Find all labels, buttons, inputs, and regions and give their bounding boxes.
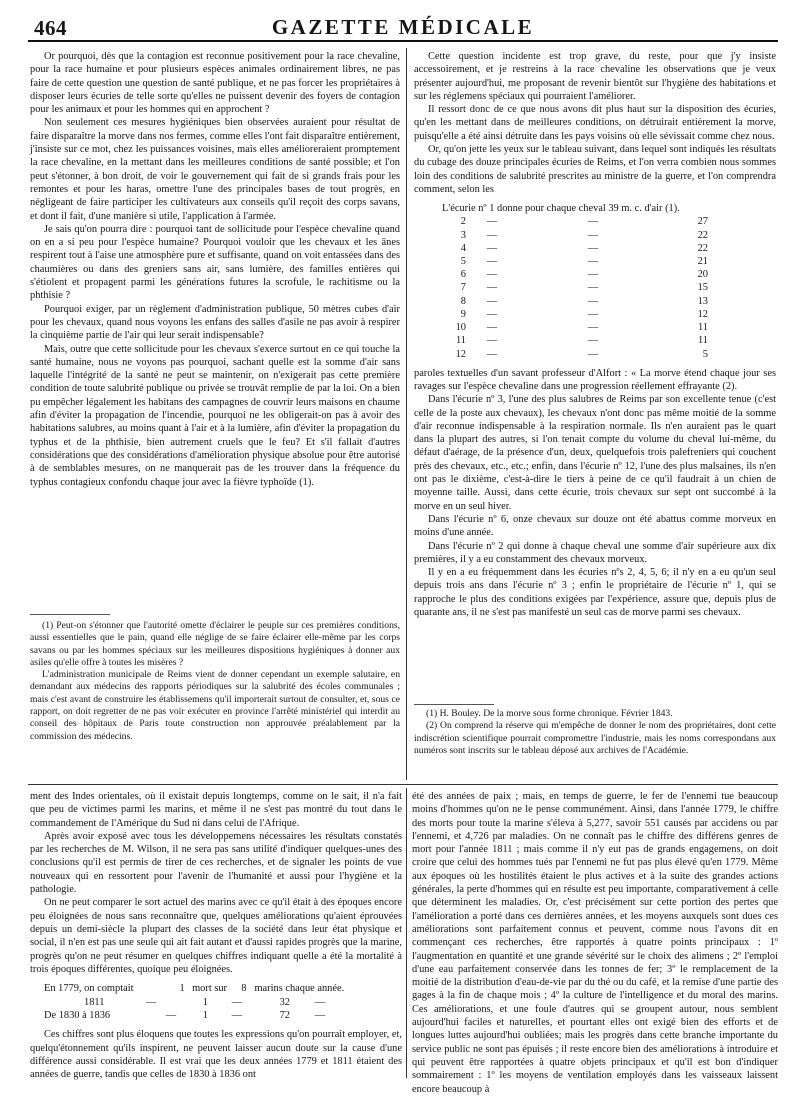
upper-left-footnotes bbox=[30, 620, 400, 776]
table-row: 5 — — 21 bbox=[460, 256, 708, 268]
paragraph: Pourquoi exiger, par un règlement d'administration publique, 50 mètres cubes d'air pour les chevaux, quand nous voyons les enfans des salles d'asile ne pas avoir à respirer la cinquième partie de l'air qui leur serait indispensable? bbox=[30, 303, 400, 342]
paragraph: On ne peut comparer le sort actuel des marins avec ce qu'il était à des époques encore peu éloignées de nous sans reconnaître que, quelques améliorations qu'aient éprouvées depuis un demi-siècle la plupart des classes de la société dans leur état physique et social, il n'en est pas une seule qui ait fait autant et d'aussi rapides progrès que la marine, progrès qu'on ne peut résumer en quelques chiffres indiquant quelle a été la mortalité à trois époques différentes, quoique peu éloignées. bbox=[30, 897, 402, 975]
table-row: 10 — — 11 bbox=[455, 322, 708, 334]
paragraph: Dans l'écurie nº 6, onze chevaux sur douze ont été abattus comme morveux en moins d'une année. bbox=[414, 513, 776, 539]
paragraph: Non seulement ces mesures hygiéniques bien observées auraient pour résultat de faire disparaître la morve dans nos fermes, comme elles l'ont fait disparaître entièrement, j'insiste sur ce mot, chez les puissances voisines, mais elles amélioreraient promptement la race chevaline, en la mettant dans les meilleures conditions de santé possible; et l'on peut s'étonner, à bon droit, de voir le gouvernement qui fait de si grands frais pour les remontes et pour les haras, omettre l'une des principales bases de tout progrès, en négligeant de faire participer les cultivateurs aux conseils qu'il reçoit des corps savans, et dont il fait, d'une manière si utile, l'application à l'armée. bbox=[30, 117, 400, 222]
paragraph: Cette question incidente est trop grave, du reste, pour que j'y insiste accessoirement, et je restreins à la race chevaline les observations que je veux présenter aujourd'hui, me proposant de revenir bientôt sur l'hygiène des habitations et sur les réglemens spéciaux qui pourraient l'améliorer. bbox=[414, 51, 776, 102]
journal-title: GAZETTE MÉDICALE bbox=[271, 15, 535, 39]
page-number: 464 bbox=[34, 16, 67, 40]
paragraph: Dans l'écurie nº 3, l'une des plus salubres de Reims par son excellente tenue (c'est celle de la poste aux chevaux), les chevaux n'ont donc pas même moitié de la somme d'air reconnue indispensable à la respiration normale. Ils n'en auraient pas le quart dans la plupart des autres, si l'on tenait compte du volume du cheval lui-même, du défaut d'aérage, de la présence d'un, deux, quelquefois trois palefreniers qui couchent près des chevaux, etc., etc.; enfin, dans l'écurie nº 12, l'une des plus malsaines, ils n'en ont pas le dixième, c'est-à-dire le tiers à peine de ce qu'il faudrait à un chien de moyenne taille. Aussi, dans cette écurie, trois chevaux sur sept ont succombé à la morve en un seul hiver. bbox=[414, 394, 776, 512]
table-row: 8 — — 13 bbox=[460, 295, 708, 307]
paragraph: Or, qu'on jette les yeux sur le tableau suivant, dans lequel sont indiqués les résultats du cubage des douze principales écuries de Reims, et l'on verra combien nous sommes loin des conditions de salubrité prescrites au ministre de la guerre, et l'on comprendra comment, selon les bbox=[414, 144, 776, 195]
column-divider bbox=[406, 48, 407, 780]
stable-table-lead: L'écurie nº 1 donne pour chaque cheval 39 m. c. d'air (1). bbox=[442, 203, 680, 215]
table-row: 3 — — 22 bbox=[460, 229, 708, 241]
footnote-rule bbox=[30, 614, 110, 615]
paragraph: Après avoir exposé avec tous les développemens nécessaires les résultats constatés par les recherches de M. Wilson, il ne sera pas sans utilité d'indiquer quelques-unes des conclusions qu'il est permis de tirer de ces recherches, et de signaler les points de vue nouveaux qui en ressortent pour l'avenir de l'humanité et aussi pour l'hygiène et la pathologie. bbox=[30, 830, 402, 896]
paragraph: Or pourquoi, dès que la contagion est reconnue positivement pour la race chevaline, pour la race humaine et pour plusieurs espèces animales ordinairement libres, ne pas faire de cette question une question de santé publique, et ne pas forcer les propriétaires à disposer leurs écuries de telle sorte qu'elles ne puissent devenir des foyers de contagion pour les animaux et pour les hommes qui en approchent ? bbox=[30, 51, 400, 116]
paragraph: Dans l'écurie nº 2 qui donne à chaque cheval une somme d'air supérieure aux dix premières, il y a eu constamment des chevaux morveux. bbox=[414, 540, 776, 565]
page-header bbox=[28, 12, 778, 42]
table-row: 1811 — 1 — 32 — bbox=[84, 996, 326, 1008]
paragraph: Je sais qu'on pourra dire : pourquoi tant de sollicitude pour l'espèce chevaline quand on en a si peu pour l'espèce humaine? Pourquoi vouloir que les chevaux et les ânes respirent tout à l'aise une atmosphère pure et suffisante, quand on voit entassées dans des chaumières ou dans des greniers sans air, sans lumière, des familles entières qui s'étiolent et propagent parmi les générations futures la scrofule, le rachitisme ou la phthisie ? bbox=[30, 223, 400, 302]
upper-left-column bbox=[30, 50, 400, 602]
paragraph: Il y en a eu fréquemment dans les écuries nºs 2, 4, 5, 6; il n'y en a eu qu'un seul depuis trois ans dans l'écurie nº 3 ; enfin le propriétaire de l'écurie nº 1, qui se rapproche le plus des conditions exigées par l'expérience, assure que, depuis plus de quarante ans, il ne s'est pas manifesté un seul cas de morve parmi ses chevaux. bbox=[414, 567, 776, 619]
section-divider bbox=[28, 784, 778, 785]
table-row: 4 — — 22 bbox=[460, 242, 708, 254]
table-row: De 1830 à 1836 — 1 — 72 — bbox=[44, 1009, 326, 1021]
paragraph: Il ressort donc de ce que nous avons dit plus haut sur la disposition des écuries, qu'en les mettant dans de meilleures conditions, on détruirait entièrement la morve, puisqu'elle a été ainsi détruite dans les pays voisins où elle sévissait comme chez nous. bbox=[414, 104, 776, 142]
table-row: 9 — — 12 bbox=[460, 308, 708, 320]
upper-right-column bbox=[414, 50, 776, 690]
upper-right-footnotes bbox=[414, 708, 776, 778]
table-row: 11 — — 11 bbox=[455, 335, 708, 347]
paragraph: Mais, outre que cette sollicitude pour les chevaux s'exerce surtout en ce qui touche la santé humaine, nous ne voyons pas pourquoi, sachant quelle est la somme d'air sans laquelle l'intégrité de la santé ne peut se maintenir, on n'exigerait pas cette première condition de toute salubrité publique ou privée se trouvât remplie de par la loi. On a bien pu empêcher légalement les habitans des campagnes de couvrir leurs maisons en chaume afin d'éviter la propagation de l'incendie, pourquoi ne les obligerait-on pas à avoir des habitations salubres, au moins quant à l'air et à la lumière, afin d'éviter la propagation du typhus et de la phthisie, bien autrement cruels que le feu? Et s'il fallait d'autres considérations que des considérations d'amélioration physique absolue pour être autorisé à de semblables mesures, on ne manquerait pas de les trouver dans la fréquence du typhus contagieux confondu chaque jour avec la fièvre typhoïde (1). bbox=[30, 343, 400, 488]
paragraph: paroles textuelles d'un savant professeur d'Alfort : « La morve étend chaque jour ses ravages sur l'espèce chevaline dans une progression réellement effrayante (2). bbox=[414, 367, 776, 392]
footnote: (1) Peut-on s'étonner que l'autorité omette d'éclairer le peuple sur ces premières conditions, aussi essentielles que le pain, quand elle néglige de se faire éclairer elle-même par les corps savans ou par les hommes spéciaux sur les meilleures dispositions hygiéniques à donner aux asiles qu'elle offre à toutes les misères ? bbox=[30, 620, 400, 668]
lower-right-column bbox=[412, 790, 778, 1095]
table-row: 6 — — 20 bbox=[460, 269, 708, 281]
stable-air-table bbox=[444, 202, 776, 360]
table-row: 12 — — 5 bbox=[455, 348, 708, 360]
footnote-rule bbox=[414, 704, 494, 705]
column-divider bbox=[406, 788, 407, 1078]
table-row: 7 — — 15 bbox=[460, 282, 708, 294]
lower-left-column bbox=[30, 790, 402, 1081]
table-row: En 1779, on comptait 1 mort sur 8 marins chaque année. bbox=[44, 983, 345, 995]
paragraph: été des années de paix ; mais, en temps de guerre, le fer de l'ennemi tue beaucoup moins d'hommes qu'on ne le pense communément. Ainsi, dans l'année 1779, le chiffre des morts pour toute la marine s'éleva à 5,277, savoir 551 causés par accidens ou par l'ennemi, et 4,726 par maladies. On ne connaît pas le chiffre des différens genres de mort pour l'année 1811 ; mais comme il n'y eut pas de grands engagemens, on doit croire que celui des hommes tués par l'ennemi ne fut pas plus élevé qu'en 1779. Même aux époques où les hostilités étaient le plus actives et à la suite des grandes actions générales, la perte d'hommes qui en résulte est peu importante, comparativement à celle que déterminent les maladies. Or, c'est précisément sur cette portion des pertes que l'amélioration a porté dans ces dernières années, et les moyens auxquels sont dues ces améliorations sont parfaitement connus et peuvent, comme nous l'avons dit en commençant ces recherches, être rapportés à quatre points principaux : 1º l'augmentation en quantité et une grande sévérité sur le choix des alimens ; 2º l'emploi d'une eau parfaitement conservée dans les tonnes de fer; 3º le remplacement de la moitié de la distribution d'eau-de-vie par du thé ou du café, et la remise d'une partie des gages à la fin de chaque mois ; 4º la culture de l'intelligence et du moral des marins. Ces améliorations, et une foule d'autres qui se groupent autour, nous semblent aujourd'hui faciles et naturelles, et pourtant elles ont exigé bien des efforts et de longues luttes aujourd'hui oubliées; mais les progrès dans cette branche importante du service public ne sont pas épuisés ; il reste encore bien des améliorations à introduire et qui peuvent être rapportées à quatre objets principaux et qu'il est bon d'indiquer sommairement : 1º les moyens de ventilation employés dans les vaisseaux laissent encore beaucoup à bbox=[412, 791, 778, 1095]
mortality-table bbox=[44, 982, 402, 1022]
table-row: 2 — — 27 bbox=[460, 216, 708, 228]
footnote: (2) On comprend la réserve qui m'empêche de donner le nom des propriétaires, dont cette indiscrétion scientifique pourrait compromettre l'industrie, mais les noms correspondans aux numéros sont inscrits sur le tableau déposé aux archives de l'Académie. bbox=[414, 720, 776, 756]
footnote: (1) H. Bouley. De la morve sous forme chronique. Février 1843. bbox=[426, 708, 673, 719]
paragraph: Ces chiffres sont plus éloquens que toutes les expressions qu'on pourrait employer, et, quelqu'étonnement qu'ils inspirent, ne peuvent laisser aucun doute sur la cause d'une différence aussi considérable. Il est vrai que les deux années 1779 et 1811 étaient des années de guerre, tandis que celles de 1830 à 1836 ont bbox=[30, 1029, 402, 1081]
footnote: L'administration municipale de Reims vient de donner cependant un exemple salutaire, en demandant aux médecins des rapports périodiques sur la salubrité des écoles communales ; mais c'est avant de construire les établissemens qu'il importerait surtout de consulter, et, sous ce rapport, on doit regretter de ne pas voir exécuter en province l'arrêté ministériel qui interdit au conseil des hôpitaux de Paris toute construction non approuvée préalablement par la commission des médecins. bbox=[30, 669, 400, 742]
paragraph: ment des Indes orientales, où il existait depuis longtemps, comme on le sait, il n'a fait que peu de victimes parmi les marins, et même il ne s'est pas montré du tout dans le commandement de l'Amérique du Sud ni dans celui de l'Afrique. bbox=[30, 791, 402, 829]
